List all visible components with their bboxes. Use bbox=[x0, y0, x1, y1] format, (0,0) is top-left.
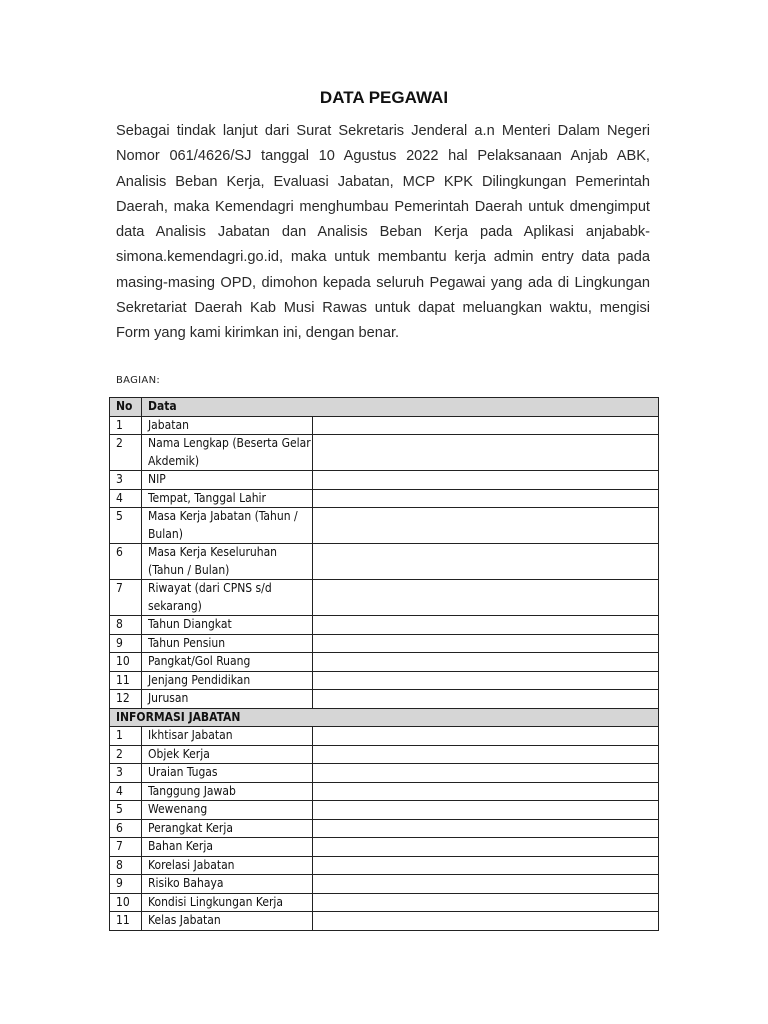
row-number: 5 bbox=[110, 801, 142, 820]
table-row bbox=[110, 671, 659, 690]
row-number: 6 bbox=[110, 819, 142, 838]
table-row bbox=[110, 875, 659, 894]
document-title: DATA PEGAWAI bbox=[319, 88, 449, 107]
table-row bbox=[110, 838, 659, 857]
row-entry-field[interactable] bbox=[313, 856, 659, 875]
row-label: Tahun Diangkat bbox=[142, 616, 313, 635]
row-entry-field[interactable] bbox=[313, 671, 659, 690]
table-row bbox=[110, 727, 659, 746]
row-label: Masa Kerja Keseluruhan (Tahun / Bulan) bbox=[142, 544, 313, 580]
row-label: Kelas Jabatan bbox=[142, 912, 313, 931]
row-entry-field[interactable] bbox=[313, 801, 659, 820]
table-row bbox=[110, 912, 659, 931]
row-label: Jenjang Pendidikan bbox=[142, 671, 313, 690]
row-entry-field[interactable] bbox=[313, 727, 659, 746]
row-label: Kondisi Lingkungan Kerja bbox=[142, 893, 313, 912]
row-entry-field[interactable] bbox=[313, 893, 659, 912]
row-entry-field[interactable] bbox=[313, 544, 659, 580]
row-entry-field[interactable] bbox=[313, 489, 659, 508]
table-row bbox=[110, 616, 659, 635]
intro-paragraph: Sebagai tindak lanjut dari Surat Sekretaris Jenderal a.n Menteri Dalam Negeri Nomor 061/4626/SJ tanggal 10 Agustus 2022 hal Pelaksanaan Anjab ABK, Analisis Beban Kerja, Evaluasi Jabatan, MCP KPK Dilingkungan Pemerintah Daerah, maka Kemendagri menghumbau Pemerintah Daerah untuk dmengimput data Analisis Jabatan dan Analisis Beban Kerja pada Aplikasi anjababk-simona.kemendagri.go.id, maka untuk membantu kerja admin entry data pada masing-masing OPD, dimohon kepada seluruh Pegawai yang ada di Lingkungan Sekretariat Daerah Kab Musi Rawas untuk dapat meluangkan waktu, mengisi Form yang kami kirimkan ini, dengan benar. bbox=[116, 123, 650, 342]
table-row bbox=[110, 544, 659, 580]
row-number: 4 bbox=[110, 782, 142, 801]
table-row bbox=[110, 489, 659, 508]
row-label: Objek Kerja bbox=[142, 745, 313, 764]
row-number: 10 bbox=[110, 893, 142, 912]
row-entry-field[interactable] bbox=[313, 416, 659, 435]
row-entry-field[interactable] bbox=[313, 875, 659, 894]
row-label: Uraian Tugas bbox=[142, 764, 313, 783]
section-header-row bbox=[110, 708, 659, 727]
row-number: 7 bbox=[110, 580, 142, 616]
row-label: Tahun Pensiun bbox=[142, 634, 313, 653]
table-row bbox=[110, 508, 659, 544]
row-entry-field[interactable] bbox=[313, 616, 659, 635]
row-label: Korelasi Jabatan bbox=[142, 856, 313, 875]
row-entry-field[interactable] bbox=[313, 634, 659, 653]
table-row bbox=[110, 435, 659, 471]
row-label: Tempat, Tanggal Lahir bbox=[142, 489, 313, 508]
column-header-data: Data bbox=[142, 398, 659, 417]
row-label: Tanggung Jawab bbox=[142, 782, 313, 801]
table-row bbox=[110, 856, 659, 875]
row-entry-field[interactable] bbox=[313, 653, 659, 672]
table-row bbox=[110, 764, 659, 783]
row-number: 9 bbox=[110, 634, 142, 653]
table-row bbox=[110, 653, 659, 672]
row-label: Perangkat Kerja bbox=[142, 819, 313, 838]
row-number: 5 bbox=[110, 508, 142, 544]
job-info-rows bbox=[110, 727, 659, 931]
row-number: 11 bbox=[110, 671, 142, 690]
row-label: NIP bbox=[142, 471, 313, 490]
row-entry-field[interactable] bbox=[313, 764, 659, 783]
row-entry-field[interactable] bbox=[313, 782, 659, 801]
row-number: 6 bbox=[110, 544, 142, 580]
table-row bbox=[110, 745, 659, 764]
table-row bbox=[110, 819, 659, 838]
row-entry-field[interactable] bbox=[313, 690, 659, 709]
row-number: 11 bbox=[110, 912, 142, 931]
table-row bbox=[110, 690, 659, 709]
row-entry-field[interactable] bbox=[313, 745, 659, 764]
row-number: 8 bbox=[110, 856, 142, 875]
row-entry-field[interactable] bbox=[313, 580, 659, 616]
table-header-row bbox=[110, 398, 659, 417]
row-entry-field[interactable] bbox=[313, 471, 659, 490]
row-label: Pangkat/Gol Ruang bbox=[142, 653, 313, 672]
row-entry-field[interactable] bbox=[313, 819, 659, 838]
table-row bbox=[110, 580, 659, 616]
row-number: 1 bbox=[110, 416, 142, 435]
section-label: BAGIAN: bbox=[116, 375, 161, 386]
row-label: Ikhtisar Jabatan bbox=[142, 727, 313, 746]
row-number: 10 bbox=[110, 653, 142, 672]
personal-data-rows bbox=[110, 416, 659, 708]
row-entry-field[interactable] bbox=[313, 838, 659, 857]
employee-data-table bbox=[109, 397, 659, 931]
row-entry-field[interactable] bbox=[313, 912, 659, 931]
row-number: 8 bbox=[110, 616, 142, 635]
row-number: 3 bbox=[110, 471, 142, 490]
row-label: Riwayat (dari CPNS s/d sekarang) bbox=[142, 580, 313, 616]
table-row bbox=[110, 471, 659, 490]
table-row bbox=[110, 634, 659, 653]
row-label: Wewenang bbox=[142, 801, 313, 820]
row-label: Jabatan bbox=[142, 416, 313, 435]
column-header-no: No bbox=[110, 398, 142, 417]
row-number: 12 bbox=[110, 690, 142, 709]
row-label: Jurusan bbox=[142, 690, 313, 709]
row-label: Risiko Bahaya bbox=[142, 875, 313, 894]
row-label: Masa Kerja Jabatan (Tahun / Bulan) bbox=[142, 508, 313, 544]
row-number: 2 bbox=[110, 745, 142, 764]
row-label: Nama Lengkap (Beserta Gelar Akdemik) bbox=[142, 435, 313, 471]
table-row bbox=[110, 801, 659, 820]
table-row bbox=[110, 416, 659, 435]
row-entry-field[interactable] bbox=[313, 508, 659, 544]
row-number: 2 bbox=[110, 435, 142, 471]
row-number: 7 bbox=[110, 838, 142, 857]
row-label: Bahan Kerja bbox=[142, 838, 313, 857]
table-row bbox=[110, 782, 659, 801]
row-number: 4 bbox=[110, 489, 142, 508]
row-number: 3 bbox=[110, 764, 142, 783]
row-entry-field[interactable] bbox=[313, 435, 659, 471]
row-number: 9 bbox=[110, 875, 142, 894]
row-number: 1 bbox=[110, 727, 142, 746]
section-header-informasi-jabatan: INFORMASI JABATAN bbox=[110, 708, 659, 727]
table-row bbox=[110, 893, 659, 912]
